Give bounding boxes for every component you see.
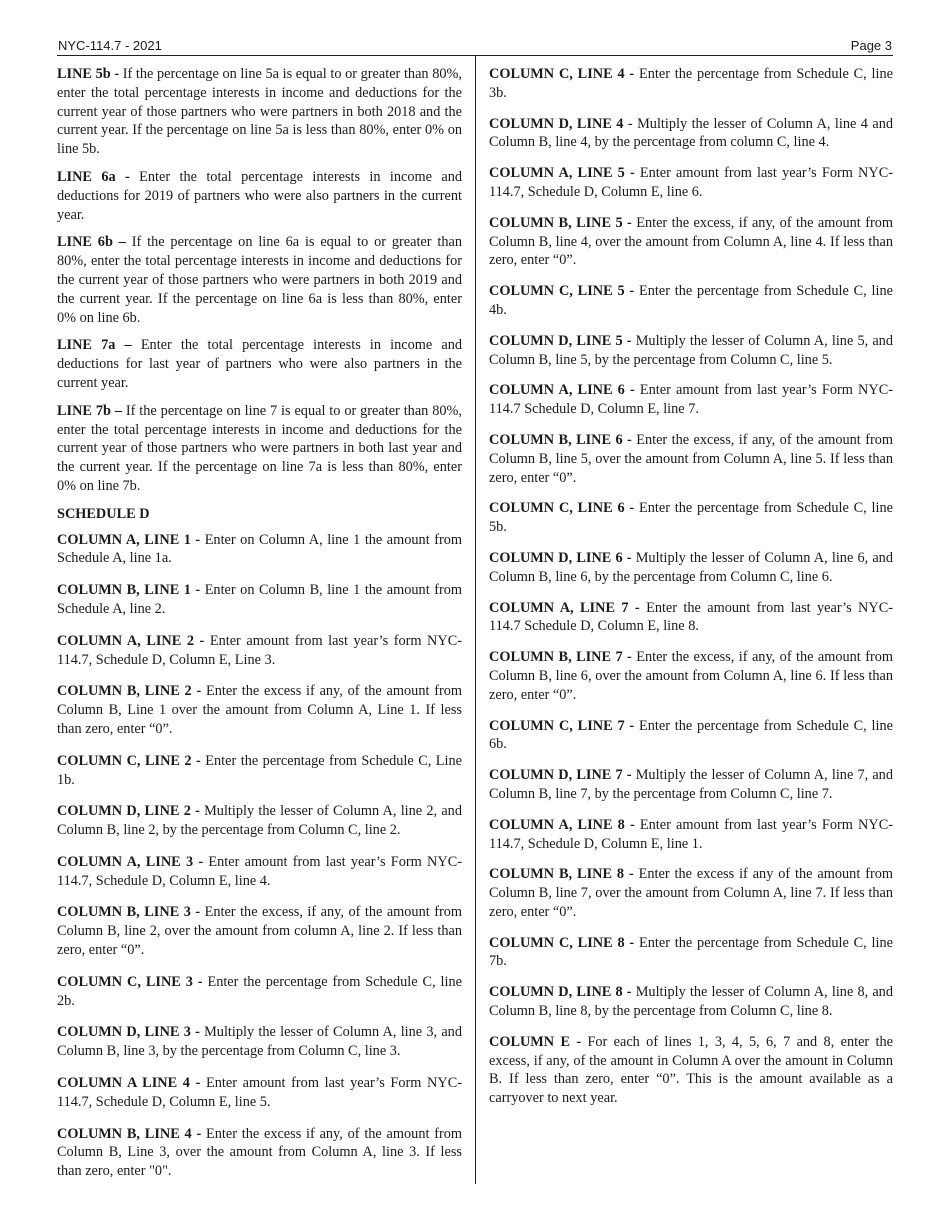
instruction-text: Enter the percentage from Schedule C, line 4b.: [489, 283, 893, 318]
instruction-paragraph: [57, 903, 462, 959]
instruction-text: - Multiply the lesser of Column A, line 4 and Column B, line 4, by the percentage from column C, line 4.: [489, 115, 893, 151]
instruction-paragraph: [489, 934, 893, 972]
instruction-text: Multiply the lesser of Column A, line 5, and Column B, line 5, by the percentage from Column C, line 5.: [489, 332, 893, 368]
instruction-text: Enter amount from last year’s Form NYC-114.7, Schedule D, Column E, line 4.: [57, 853, 462, 889]
instruction-text: Multiply the lesser of Column A, line 8, and Column B, line 8, by the percentage from Column C, line 8.: [489, 984, 893, 1020]
instruction-label: COLUMN A, LINE 7 -: [489, 599, 640, 616]
instruction-label: COLUMN D, LINE 3 -: [57, 1024, 200, 1041]
instruction-text: Multiply the lesser of Column A, line 6, and Column B, line 6, by the percentage from Column C, line 6.: [489, 549, 893, 585]
instruction-paragraph: [489, 865, 893, 921]
instruction-label: LINE 7a –: [57, 337, 132, 354]
instruction-paragraph: [489, 499, 893, 537]
instruction-text: Multiply the lesser of Column A, line 3, and Column B, line 3, by the percentage from Column C, line 3.: [57, 1024, 462, 1060]
instruction-label: COLUMN D, LINE 2 -: [57, 803, 200, 820]
instruction-text: Multiply the lesser of Column A, line 7, and Column B, line 7, by the percentage from Column C, line 7.: [489, 767, 893, 802]
instruction-paragraph: [57, 1023, 462, 1061]
instruction-label: COLUMN B, LINE 3 -: [57, 904, 201, 921]
instruction-label: COLUMN A, LINE 8 -: [489, 816, 635, 833]
instruction-paragraph: [489, 431, 893, 487]
column-divider: [475, 56, 476, 1184]
instruction-text: Enter amount from last year’s Form NYC-114.7 Schedule D, Column E, line 7.: [489, 382, 893, 418]
instruction-paragraph: [489, 983, 893, 1021]
instruction-text: Enter amount from last year’s Form NYC-114.7, Schedule D, Column E, line 5.: [57, 1075, 462, 1110]
instruction-text: Enter the total percentage interests in income and deductions for last year of partners who were also partners in the current year.: [57, 337, 463, 391]
instruction-label: LINE 5b -: [57, 66, 120, 82]
instruction-label: COLUMN C, LINE 3 -: [57, 973, 203, 990]
instruction-label: COLUMN E -: [489, 1033, 582, 1050]
instruction-paragraph: [489, 332, 893, 370]
instruction-paragraph: [489, 164, 893, 202]
instruction-label: COLUMN B, LINE 6 -: [489, 431, 632, 448]
instruction-paragraph: [57, 65, 462, 159]
instruction-label: COLUMN B, LINE 7 -: [489, 649, 632, 666]
instruction-paragraph: [57, 581, 462, 619]
left-instructions-top: [57, 65, 462, 496]
instruction-text: Enter the percentage from Schedule C, line 7b.: [489, 934, 893, 970]
instruction-label: COLUMN C, LINE 4 -: [489, 66, 635, 82]
instruction-text: If the percentage on line 5a is equal to or greater than 80%, enter the total percentage interests in income and deductions for the current year of those partners who were partners in both 2018 and the current year. If the percentage on line 5a is less than 80%, enter 0% on line 5b.: [57, 66, 462, 158]
instruction-paragraph: [489, 115, 893, 153]
instruction-label: COLUMN C, LINE 7 -: [489, 717, 635, 734]
instruction-paragraph: [57, 233, 462, 327]
instruction-text: Enter the percentage from Schedule C, Line 1b.: [57, 752, 462, 788]
instruction-label: COLUMN C, LINE 5 -: [489, 283, 635, 300]
instruction-paragraph: [57, 973, 462, 1011]
instruction-paragraph: [57, 682, 462, 738]
instruction-text: Enter the excess, if any, of the amount from Column B, line 2, over the amount from column A, line 2. If less than zero, enter “0”.: [57, 904, 462, 959]
instruction-paragraph: [57, 1074, 462, 1112]
instruction-label: COLUMN A, LINE 1 -: [57, 531, 201, 548]
instruction-text: Enter on Column A, line 1 the amount from Schedule A, line 1a.: [57, 531, 462, 567]
instruction-text: Enter the excess, if any, of the amount from Column B, line 4, over the amount from Column A, line 4. If less than zero, enter “0”.: [489, 214, 893, 269]
instruction-paragraph: [489, 599, 893, 637]
instruction-label: COLUMN D, LINE 8 -: [489, 984, 632, 1001]
instruction-text: If the percentage on line 6a is equal to or greater than 80%, enter the total percentage interests in income and deductions for the current year of those partners who were partners in both 2019 and the current year. If the percentage on line 6a is less than 80%, enter 0% on line 6b.: [57, 234, 462, 326]
instruction-label: COLUMN A, LINE 3 -: [57, 853, 204, 870]
instruction-label: COLUMN B, LINE 4 -: [57, 1125, 202, 1142]
instruction-paragraph: [57, 802, 462, 840]
instruction-label: COLUMN A, LINE 2 -: [57, 632, 205, 649]
instruction-label: COLUMN D, LINE 7 -: [489, 767, 632, 784]
instruction-paragraph: [57, 853, 462, 891]
instruction-text: If the percentage on line 7 is equal to or greater than 80%, enter the total percentage interests in income and deductions for the current year of those partners who were partners in both last year and the current year. If the percentage on line 7a is less than 80%, enter 0% on line 7b.: [57, 402, 462, 494]
instruction-text: For each of lines 1, 3, 4, 5, 6, 7 and 8, enter the excess, if any, of the amount in Column A over the amount in Column B. If less than zero, enter “0”. This is the amount available as a carryover to next year.: [489, 1033, 893, 1107]
page-header: [57, 38, 893, 56]
right-column: [489, 65, 893, 1120]
instruction-label: COLUMN D, LINE 5 -: [489, 332, 632, 349]
instruction-text: Enter amount from last year’s Form NYC-114.7, Schedule D, Column E, line 1.: [489, 816, 893, 852]
instruction-paragraph: [489, 1033, 893, 1108]
instruction-paragraph: [57, 752, 462, 790]
instruction-label: COLUMN C, LINE 6 -: [489, 500, 635, 517]
instruction-paragraph: [57, 168, 462, 224]
schedule-d-heading: SCHEDULE D: [57, 505, 150, 522]
instruction-text: Enter amount from last year’s Form NYC-114.7, Schedule D, Column E, line 6.: [489, 165, 893, 200]
instruction-paragraph: [489, 282, 893, 320]
instruction-text: Enter the excess, if any, of the amount from Column B, line 5, over the amount from Column A, line 5. If less than zero, enter “0”.: [489, 431, 893, 486]
instruction-paragraph: [57, 632, 462, 670]
instruction-paragraph: [57, 402, 462, 496]
instruction-paragraph: [489, 648, 893, 704]
instruction-label: COLUMN B, LINE 8 -: [489, 866, 634, 883]
form-identifier: NYC-114.7 - 2021: [58, 38, 162, 53]
instruction-text: Enter on Column B, line 1 the amount from Schedule A, line 2.: [57, 582, 462, 617]
instruction-label: COLUMN B, LINE 5 -: [489, 214, 632, 231]
instruction-text: Enter the excess, if any, of the amount from Column B, line 6, over the amount from Column A, line 6. If less than zero, enter “0”.: [489, 649, 893, 703]
instruction-label: COLUMN C, LINE 8 -: [489, 934, 635, 951]
instruction-text: Enter the excess if any of the amount from Column B, line 7, over the amount from Column A, line 7. If less than zero, enter “0”.: [489, 866, 893, 920]
instruction-text: Multiply the lesser of Column A, line 2, and Column B, line 2, by the percentage from Column C, line 2.: [57, 803, 462, 839]
instruction-text: Enter the percentage from Schedule C, line 5b.: [489, 500, 893, 536]
instruction-label: COLUMN A, LINE 6 -: [489, 382, 635, 399]
instruction-paragraph: [489, 766, 893, 804]
instruction-label: COLUMN A, LINE 5 -: [489, 165, 635, 182]
instruction-text: Enter the excess if any, of the amount from Column B, Line 3, over the amount from Column A, line 3. If less than zero, enter "0".: [57, 1125, 463, 1180]
instruction-paragraph: [57, 1125, 462, 1181]
instruction-paragraph: [489, 816, 893, 854]
left-column: [57, 65, 462, 1194]
instruction-paragraph: [489, 65, 893, 103]
instruction-text: Enter the amount from last year’s NYC-114.7 Schedule D, Column E, line 8.: [489, 599, 894, 635]
instruction-text: Enter the excess if any, of the amount from Column B, Line 1 over the amount from Column A, Line 1. If less than zero, enter “0”.: [57, 683, 463, 737]
instruction-paragraph: [57, 336, 462, 392]
instruction-label: COLUMN C, LINE 2 -: [57, 752, 201, 769]
instruction-label: COLUMN B, LINE 2 -: [57, 683, 202, 700]
instruction-label: LINE 6b –: [57, 234, 126, 251]
instruction-label: COLUMN D, LINE 4: [489, 115, 624, 132]
instruction-label: LINE 7b –: [57, 402, 122, 419]
instruction-text: Enter amount from last year’s form NYC-114.7, Schedule D, Column E, Line 3.: [57, 632, 463, 668]
instruction-label: COLUMN A LINE 4 -: [57, 1075, 201, 1092]
instruction-text: Enter the total percentage interests in income and deductions for 2019 of partners who were also partners in the current year.: [57, 168, 463, 223]
instruction-paragraph: [57, 531, 462, 569]
instruction-paragraph: [489, 549, 893, 587]
right-instructions: [489, 65, 893, 1108]
left-instructions-bottom: [57, 531, 462, 1182]
instruction-text: Enter the percentage from Schedule C, line 3b.: [489, 66, 893, 101]
instruction-label: COLUMN D, LINE 6 -: [489, 549, 632, 566]
instruction-text: Enter the percentage from Schedule C, line 6b.: [489, 717, 893, 753]
instruction-paragraph: [489, 717, 893, 755]
instruction-text: Enter the percentage from Schedule C, line 2b.: [57, 973, 462, 1009]
instruction-paragraph: [489, 381, 893, 419]
instruction-label: COLUMN B, LINE 1 -: [57, 582, 201, 599]
instruction-paragraph: [489, 214, 893, 270]
instruction-label: LINE 6a -: [57, 168, 130, 185]
page-number: Page 3: [850, 38, 892, 53]
